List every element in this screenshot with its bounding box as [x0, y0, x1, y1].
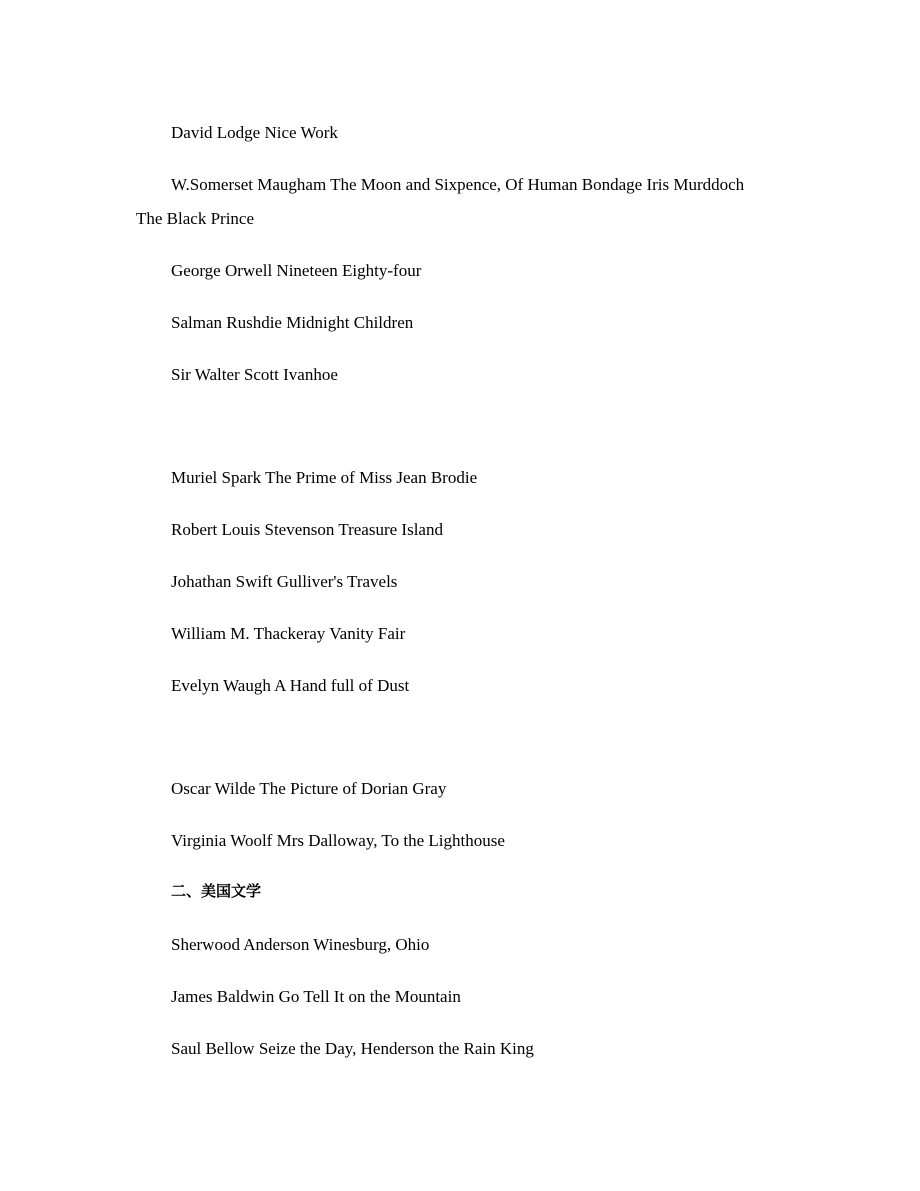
- entry-maugham: W.Somerset Maugham The Moon and Sixpence, Of Human Bondage Iris Murddoch: [171, 175, 745, 194]
- entry-waugh: Evelyn Waugh A Hand full of Dust: [171, 676, 410, 695]
- entry-maugham-continued: The Black Prince: [136, 209, 255, 228]
- entry-stevenson: Robert Louis Stevenson Treasure Island: [171, 520, 443, 539]
- entry-swift: Johathan Swift Gulliver's Travels: [171, 572, 398, 591]
- entry-bellow: Saul Bellow Seize the Day, Henderson the Rain King: [171, 1039, 534, 1058]
- entry-anderson: Sherwood Anderson Winesburg, Ohio: [171, 935, 430, 954]
- entry-woolf: Virginia Woolf Mrs Dalloway, To the Lighthouse: [171, 831, 505, 850]
- entry-thackeray: William M. Thackeray Vanity Fair: [171, 624, 406, 643]
- section-heading-american-literature: 二、美国文学: [171, 882, 262, 900]
- entry-wilde: Oscar Wilde The Picture of Dorian Gray: [171, 779, 447, 798]
- entry-spark: Muriel Spark The Prime of Miss Jean Brodie: [171, 468, 478, 487]
- entry-baldwin: James Baldwin Go Tell It on the Mountain: [171, 987, 461, 1006]
- entry-rushdie: Salman Rushdie Midnight Children: [171, 313, 414, 332]
- entry-scott: Sir Walter Scott Ivanhoe: [171, 365, 338, 384]
- entry-orwell: George Orwell Nineteen Eighty-four: [171, 261, 422, 280]
- entry-lodge: David Lodge Nice Work: [171, 123, 338, 142]
